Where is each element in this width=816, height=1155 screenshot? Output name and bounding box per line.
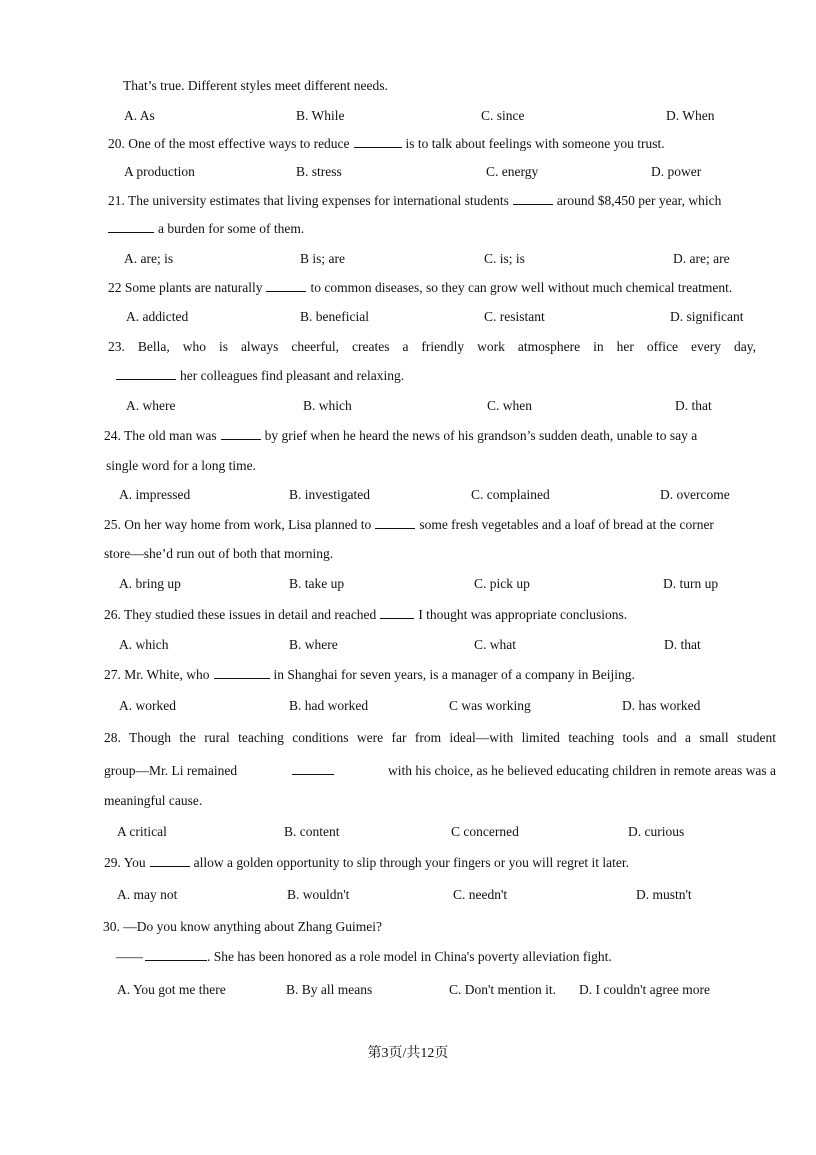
q21-suffix: a burden for some of them. xyxy=(158,221,305,236)
q24-option-b: B. investigated xyxy=(289,487,370,502)
q21-option-b: B is; are xyxy=(300,251,345,266)
q22-suffix: to common diseases, so they can grow well without much chemical treatment. xyxy=(310,280,733,295)
q29-option-d: D. mustn't xyxy=(636,887,692,902)
q24-prefix: 24. The old man was xyxy=(104,428,217,443)
q24-middle: by grief when he heard the news of his grandson’s sudden death, unable to say a xyxy=(264,428,698,443)
q28-blank xyxy=(292,762,334,775)
q26-option-a: A. which xyxy=(119,637,169,652)
q21-option-d: D. are; are xyxy=(673,251,730,266)
q30-blank xyxy=(145,948,207,961)
q30-option-a: A. You got me there xyxy=(117,982,226,997)
q30-option-c: C. Don't mention it. xyxy=(449,982,557,997)
q23-blank xyxy=(116,367,176,380)
q20-stem xyxy=(108,135,665,153)
q22-prefix: 22 Some plants are naturally xyxy=(108,280,263,295)
q25-option-a: A. bring up xyxy=(119,576,181,591)
q23-option-a: A. where xyxy=(126,398,176,413)
q30-dash: —— xyxy=(116,949,143,964)
q26-prefix: 26. They studied these issues in detail and reached xyxy=(104,607,377,622)
q21-option-c: C. is; is xyxy=(484,251,525,266)
q28-stem-line3: meaningful cause. xyxy=(104,793,203,808)
q30-stem-line2 xyxy=(116,948,612,966)
q29-stem xyxy=(104,854,629,872)
q28-option-d: D. curious xyxy=(628,824,685,839)
q22-stem xyxy=(108,279,732,297)
q21-blank-2 xyxy=(108,220,154,233)
q20-option-b: B. stress xyxy=(296,164,342,179)
q27-option-a: A. worked xyxy=(119,698,176,713)
q20-option-a: A production xyxy=(124,164,195,179)
q20-blank xyxy=(354,135,402,148)
q29-blank xyxy=(150,854,190,867)
q28-option-b: B. content xyxy=(284,824,340,839)
q21-stem-line2 xyxy=(108,220,304,238)
page-number: 第3页/共12页 xyxy=(367,1046,449,1061)
q29-suffix: allow a golden opportunity to slip through your fingers or you will regret it later. xyxy=(193,855,629,870)
q19-option-c: C. since xyxy=(481,108,525,123)
q20-option-d: D. power xyxy=(651,164,702,179)
q27-blank xyxy=(214,666,270,679)
q30-stem-line1: 30. —Do you know anything about Zhang Guimei? xyxy=(103,919,382,934)
q27-option-d: D. has worked xyxy=(622,698,701,713)
q24-option-a: A. impressed xyxy=(119,487,191,502)
q29-prefix: 29. You xyxy=(104,855,146,870)
q24-stem-line2: single word for a long time. xyxy=(106,458,256,473)
q23-option-c: C. when xyxy=(487,398,532,413)
q27-suffix: in Shanghai for seven years, is a manager of a company in Beijing. xyxy=(273,667,635,682)
q30-suffix: . She has been honored as a role model in China's poverty alleviation fight. xyxy=(207,949,612,964)
q28-option-a: A critical xyxy=(117,824,167,839)
q26-blank xyxy=(380,606,414,619)
q21-stem-line1 xyxy=(108,192,721,210)
q21-prefix: 21. The university estimates that living expenses for international students xyxy=(108,193,509,208)
q23-option-b: B. which xyxy=(303,398,352,413)
q22-option-d: D. significant xyxy=(670,309,744,324)
q22-blank xyxy=(266,279,306,292)
q22-option-c: C. resistant xyxy=(484,309,545,324)
q24-blank xyxy=(221,427,261,440)
q23-option-d: D. that xyxy=(675,398,712,413)
q19-option-b: B. While xyxy=(296,108,345,123)
q28-stem-line1: 28. Though the rural teaching conditions were far from ideal—with limited teaching tools and a small student xyxy=(104,730,776,745)
q28-option-c: C concerned xyxy=(451,824,519,839)
q25-prefix: 25. On her way home from work, Lisa planned to xyxy=(104,517,372,532)
q20-suffix: is to talk about feelings with someone you trust. xyxy=(405,136,665,151)
q27-stem xyxy=(104,666,635,684)
q19-option-a: A. As xyxy=(124,108,155,123)
q29-option-b: B. wouldn't xyxy=(287,887,350,902)
q25-middle: some fresh vegetables and a loaf of bread at the corner xyxy=(419,517,714,532)
q24-stem-line1 xyxy=(104,427,697,445)
q26-stem xyxy=(104,606,627,624)
q26-option-d: D. that xyxy=(664,637,701,652)
q29-option-a: A. may not xyxy=(117,887,178,902)
q19-context: That’s true. Different styles meet different needs. xyxy=(123,78,388,93)
q27-option-c: C was working xyxy=(449,698,531,713)
q21-option-a: A. are; is xyxy=(124,251,174,266)
q23-suffix: her colleagues find pleasant and relaxing. xyxy=(180,368,405,383)
q21-middle: around $8,450 per year, which xyxy=(556,193,722,208)
q22-option-b: B. beneficial xyxy=(300,309,369,324)
q26-option-b: B. where xyxy=(289,637,338,652)
q20-option-c: C. energy xyxy=(486,164,539,179)
q21-blank-1 xyxy=(513,192,553,205)
q28-stem-line2 xyxy=(104,762,776,780)
q26-suffix: I thought was appropriate conclusions. xyxy=(418,607,628,622)
q27-prefix: 27. Mr. White, who xyxy=(104,667,210,682)
q25-stem-line2: store—she’d run out of both that morning. xyxy=(104,546,334,561)
q23-stem-line2 xyxy=(116,367,404,385)
q26-option-c: C. what xyxy=(474,637,516,652)
q25-option-c: C. pick up xyxy=(474,576,530,591)
q25-blank xyxy=(375,516,415,529)
q28-middle: with his choice, as he believed educating children in remote areas was a xyxy=(388,763,776,778)
q24-option-d: D. overcome xyxy=(660,487,730,502)
q22-option-a: A. addicted xyxy=(126,309,189,324)
q27-option-b: B. had worked xyxy=(289,698,369,713)
q20-prefix: 20. One of the most effective ways to reduce xyxy=(108,136,350,151)
q29-option-c: C. needn't xyxy=(453,887,508,902)
q25-stem-line1 xyxy=(104,516,714,534)
q23-stem-line1: 23. Bella, who is always cheerful, creates a friendly work atmosphere in her office every day, xyxy=(108,339,756,354)
q25-option-d: D. turn up xyxy=(663,576,719,591)
q30-option-b: B. By all means xyxy=(286,982,373,997)
q24-option-c: C. complained xyxy=(471,487,550,502)
q25-option-b: B. take up xyxy=(289,576,345,591)
q28-prefix: group—Mr. Li remained xyxy=(104,763,238,778)
q30-option-d: D. I couldn't agree more xyxy=(579,982,711,997)
q19-option-d: D. When xyxy=(666,108,715,123)
